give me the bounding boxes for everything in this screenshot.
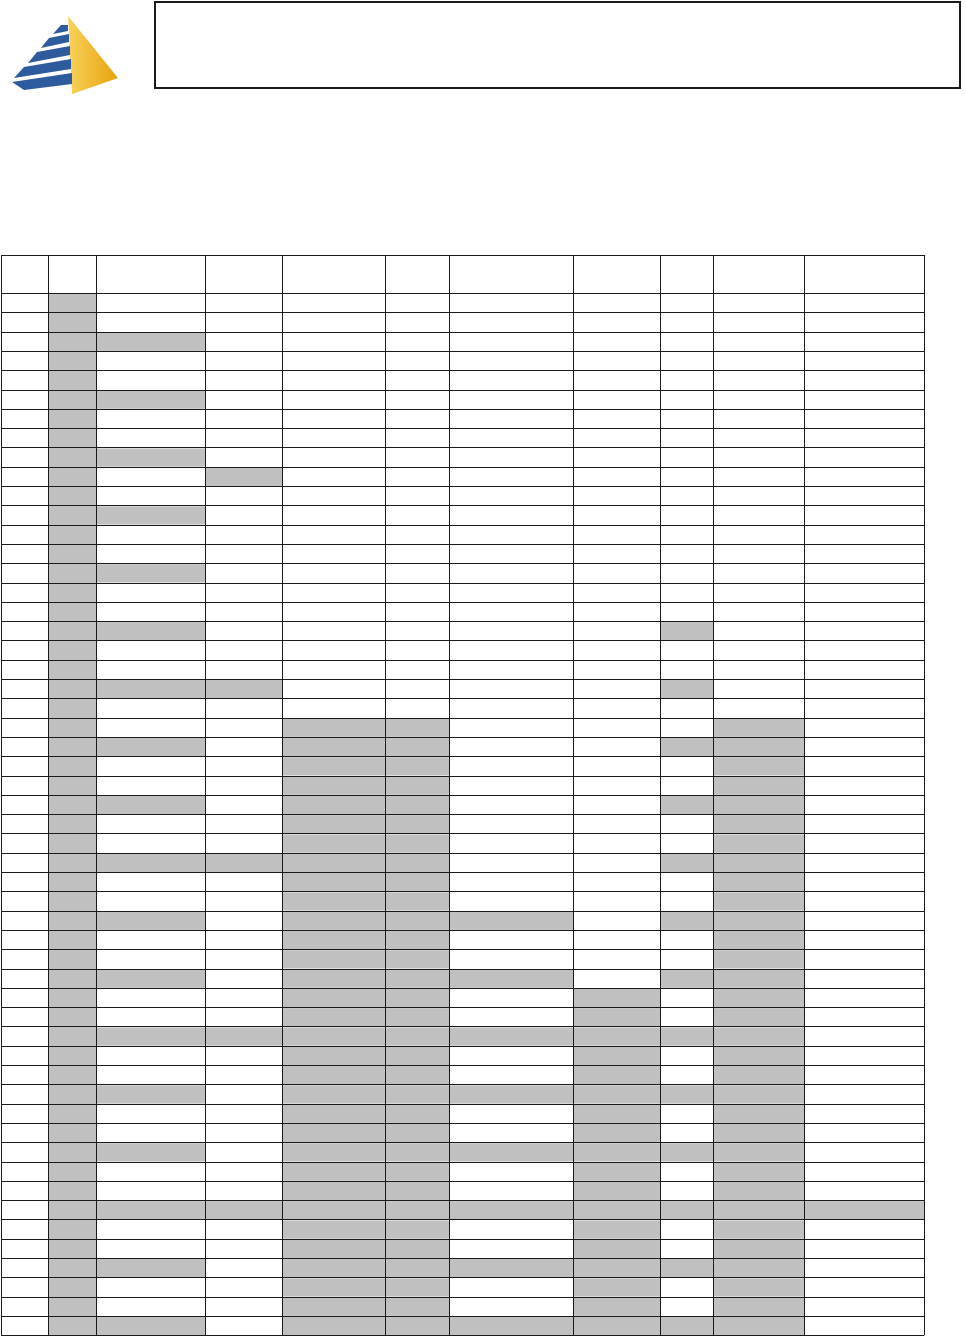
shaded-cell bbox=[574, 1066, 660, 1084]
shaded-cell bbox=[574, 1008, 660, 1026]
shaded-cell bbox=[574, 1278, 660, 1296]
shaded-cell bbox=[97, 391, 205, 409]
shaded-cell bbox=[283, 1008, 385, 1026]
shaded-cell bbox=[386, 854, 449, 872]
shaded-cell bbox=[283, 1027, 385, 1045]
shaded-cell bbox=[386, 1298, 449, 1316]
shaded-cell bbox=[386, 931, 449, 949]
shaded-cell bbox=[574, 1105, 660, 1123]
shaded-cell bbox=[714, 1298, 804, 1316]
shaded-cell bbox=[97, 333, 205, 351]
shaded-cell bbox=[386, 1278, 449, 1296]
shaded-cell bbox=[574, 1259, 660, 1277]
shaded-cell bbox=[714, 1124, 804, 1142]
shaded-cell bbox=[386, 1124, 449, 1142]
shaded-cell bbox=[574, 1182, 660, 1200]
shaded-cell bbox=[714, 970, 804, 988]
shaded-cell bbox=[386, 1143, 449, 1161]
shaded-cell bbox=[206, 468, 282, 486]
shaded-cell bbox=[714, 854, 804, 872]
shaded-cell bbox=[97, 854, 205, 872]
shaded-cell bbox=[283, 1201, 385, 1219]
shaded-cell bbox=[206, 1027, 282, 1045]
shaded-cell bbox=[714, 1047, 804, 1065]
shaded-cell bbox=[714, 738, 804, 756]
shaded-cell bbox=[386, 1027, 449, 1045]
shaded-cell bbox=[714, 757, 804, 775]
shaded-cell bbox=[714, 950, 804, 968]
shaded-cell bbox=[714, 834, 804, 852]
shaded-cell bbox=[574, 1143, 660, 1161]
shaded-cell bbox=[283, 989, 385, 1007]
shaded-cell bbox=[450, 1143, 573, 1161]
shaded-cell bbox=[206, 1201, 282, 1219]
shaded-cell bbox=[574, 1047, 660, 1065]
shaded-cell bbox=[450, 1027, 573, 1045]
shaded-cell bbox=[714, 989, 804, 1007]
shaded-cell bbox=[450, 1317, 573, 1335]
shaded-cell bbox=[97, 1259, 205, 1277]
shaded-cell bbox=[450, 1259, 573, 1277]
shaded-cell bbox=[714, 1163, 804, 1181]
shaded-cell bbox=[714, 873, 804, 891]
shaded-cell bbox=[386, 1259, 449, 1277]
shaded-cell bbox=[97, 448, 205, 466]
shaded-cell bbox=[283, 1182, 385, 1200]
shaded-cell bbox=[714, 1008, 804, 1026]
shaded-cell bbox=[574, 1027, 660, 1045]
shaded-cell bbox=[386, 719, 449, 737]
shaded-cell bbox=[206, 680, 282, 698]
shaded-cell bbox=[386, 1163, 449, 1181]
shaded-cell bbox=[283, 1143, 385, 1161]
shaded-cell bbox=[661, 1201, 713, 1219]
shaded-cell bbox=[283, 1047, 385, 1065]
shaded-cell bbox=[97, 796, 205, 814]
shaded-cell bbox=[805, 1201, 924, 1219]
shaded-cell bbox=[714, 815, 804, 833]
shaded-cell bbox=[386, 777, 449, 795]
shaded-cell bbox=[450, 1201, 573, 1219]
shaded-cell bbox=[661, 738, 713, 756]
shaded-cell bbox=[386, 970, 449, 988]
shaded-cell bbox=[574, 989, 660, 1007]
shaded-cell bbox=[283, 1066, 385, 1084]
shaded-cell bbox=[386, 912, 449, 930]
shaded-cell bbox=[574, 1220, 660, 1238]
shaded-cell bbox=[714, 1105, 804, 1123]
shaded-cell bbox=[97, 622, 205, 640]
shaded-cell bbox=[97, 970, 205, 988]
shaded-cell bbox=[661, 1259, 713, 1277]
shaded-cell bbox=[283, 1220, 385, 1238]
shaded-cell bbox=[386, 1066, 449, 1084]
shaded-cell bbox=[283, 854, 385, 872]
shaded-cell bbox=[714, 892, 804, 910]
shaded-cell bbox=[386, 1085, 449, 1103]
shaded-cell bbox=[661, 796, 713, 814]
shaded-cell bbox=[714, 1317, 804, 1335]
shaded-cell bbox=[714, 1182, 804, 1200]
shaded-cell bbox=[574, 1317, 660, 1335]
shaded-cell bbox=[661, 854, 713, 872]
shaded-cell bbox=[450, 1085, 573, 1103]
shaded-cell bbox=[574, 1201, 660, 1219]
shaded-cell bbox=[661, 1085, 713, 1103]
shaded-cell bbox=[97, 1201, 205, 1219]
shaded-cell bbox=[283, 1163, 385, 1181]
shaded-cell bbox=[714, 912, 804, 930]
shaded-cell bbox=[661, 680, 713, 698]
shaded-cell bbox=[283, 931, 385, 949]
shaded-cell bbox=[283, 738, 385, 756]
shaded-cell bbox=[386, 989, 449, 1007]
shaded-cell bbox=[714, 1143, 804, 1161]
shaded-cell bbox=[714, 1066, 804, 1084]
shaded-cell bbox=[386, 738, 449, 756]
shaded-cell bbox=[97, 1317, 205, 1335]
shaded-cell bbox=[574, 1163, 660, 1181]
shaded-cell bbox=[386, 1008, 449, 1026]
shaded-cell bbox=[283, 834, 385, 852]
shaded-cell bbox=[386, 892, 449, 910]
shaded-cell bbox=[661, 1317, 713, 1335]
shaded-cell bbox=[450, 970, 573, 988]
shaded-cell bbox=[714, 1085, 804, 1103]
shaded-cell bbox=[714, 1240, 804, 1258]
shaded-cell bbox=[97, 506, 205, 524]
shaded-cell bbox=[386, 796, 449, 814]
shaded-cell bbox=[386, 815, 449, 833]
shaded-cell bbox=[283, 1105, 385, 1123]
shaded-cell bbox=[97, 738, 205, 756]
shaded-cell bbox=[714, 1027, 804, 1045]
shaded-cell bbox=[283, 815, 385, 833]
shaded-cell bbox=[386, 1105, 449, 1123]
shaded-cell bbox=[661, 622, 713, 640]
shaded-cell bbox=[386, 1047, 449, 1065]
shaded-cell bbox=[574, 1124, 660, 1142]
shaded-cell bbox=[714, 1278, 804, 1296]
shaded-cell bbox=[283, 1259, 385, 1277]
shaded-cell bbox=[714, 931, 804, 949]
shaded-cell bbox=[283, 873, 385, 891]
shaded-cell bbox=[386, 1240, 449, 1258]
shaded-cell bbox=[714, 1220, 804, 1238]
shaded-cell bbox=[386, 950, 449, 968]
shaded-cell bbox=[714, 796, 804, 814]
shaded-cell bbox=[283, 1317, 385, 1335]
shaded-cell bbox=[283, 1124, 385, 1142]
shaded-cell bbox=[206, 854, 282, 872]
shaded-cell bbox=[574, 1298, 660, 1316]
shaded-cell bbox=[283, 1240, 385, 1258]
shaded-cell bbox=[450, 912, 573, 930]
shaded-cell bbox=[386, 757, 449, 775]
shaded-cell bbox=[386, 1220, 449, 1238]
shaded-cell bbox=[283, 796, 385, 814]
shaded-cell bbox=[283, 719, 385, 737]
shaded-cell bbox=[283, 1298, 385, 1316]
shaded-cell bbox=[574, 1240, 660, 1258]
shaded-cell bbox=[714, 1201, 804, 1219]
shaded-cell bbox=[283, 757, 385, 775]
shaded-cell bbox=[661, 1027, 713, 1045]
shaded-cell bbox=[661, 970, 713, 988]
shaded-cell bbox=[714, 777, 804, 795]
shaded-cell bbox=[283, 892, 385, 910]
shaded-cell bbox=[97, 564, 205, 582]
shaded-cell bbox=[97, 1085, 205, 1103]
shaded-cell bbox=[386, 834, 449, 852]
shaded-cell bbox=[283, 1085, 385, 1103]
shaded-cell bbox=[97, 1143, 205, 1161]
shaded-cell bbox=[97, 680, 205, 698]
shaded-cell bbox=[283, 777, 385, 795]
shaded-cell bbox=[574, 1085, 660, 1103]
shaded-cell bbox=[283, 912, 385, 930]
shaded-cell bbox=[283, 1278, 385, 1296]
shaded-cell bbox=[714, 1259, 804, 1277]
shaded-cell bbox=[386, 1182, 449, 1200]
shaded-cell bbox=[97, 912, 205, 930]
shaded-cell bbox=[661, 1143, 713, 1161]
shaded-cell bbox=[661, 912, 713, 930]
shaded-cell bbox=[283, 970, 385, 988]
shaded-cell bbox=[97, 1027, 205, 1045]
shaded-cell bbox=[386, 1201, 449, 1219]
shaded-cell bbox=[283, 950, 385, 968]
shaded-cell bbox=[386, 1317, 449, 1335]
shaded-cell bbox=[714, 719, 804, 737]
shaded-cell bbox=[386, 873, 449, 891]
